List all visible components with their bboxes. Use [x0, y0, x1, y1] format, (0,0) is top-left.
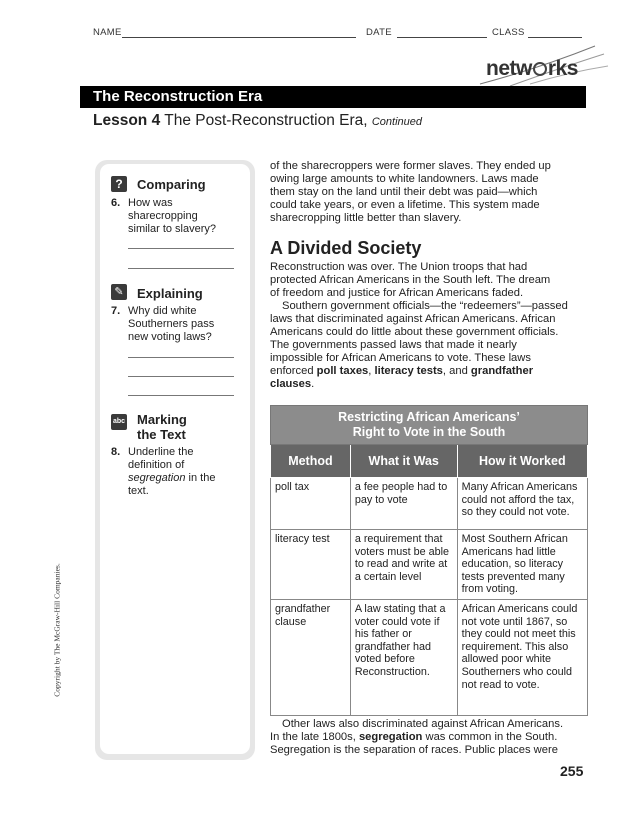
- name-line[interactable]: [122, 37, 356, 38]
- unit-title: The Reconstruction Era: [93, 88, 263, 105]
- answer-line[interactable]: [128, 357, 234, 358]
- page-number: 255: [560, 763, 584, 779]
- intro-paragraph: of the sharecroppers were former slaves. They ended up owing large amounts to white landowners. Laws made them stay on the land until their debt was paid—which could take years, or even a lifetime. This system made sharecropping little better than slavery.: [270, 160, 551, 224]
- question-7: Why did white Southerners pass new voting laws?: [128, 305, 215, 343]
- table-caption: Restricting African Americans’ Right to Vote in the South: [271, 406, 588, 445]
- answer-line[interactable]: [128, 268, 234, 269]
- question-6: How was sharecropping similar to slavery?: [128, 197, 217, 235]
- column-header-method: Method: [271, 445, 351, 478]
- table-cell: A law stating that a voter could vote if his father or grandfather had voted before Reconstruction.: [350, 599, 457, 715]
- term-literacy-tests: literacy tests: [374, 365, 443, 377]
- class-label: CLASS: [492, 27, 525, 38]
- table-row: [271, 530, 588, 600]
- table-row: [271, 478, 588, 530]
- table-cell: Many African Americans could not afford the tax, so they could not vote.: [457, 478, 587, 530]
- term-grandfather-clauses: grandfather: [470, 365, 534, 377]
- answer-line[interactable]: [128, 376, 234, 377]
- question-icon: ?: [111, 176, 127, 192]
- table-cell: grandfather clause: [271, 599, 351, 715]
- section-heading: A Divided Society: [270, 238, 422, 258]
- paragraph-3: Other laws also discriminated against African Americans. In the late 1800s, segregation was common in the South. Segregation is the separation of races. Public places were: [270, 718, 564, 756]
- networks-logo: netw rks: [486, 57, 578, 80]
- term-segregation: segregation: [358, 731, 423, 743]
- table-row: [271, 599, 588, 715]
- column-header-how: How it Worked: [457, 445, 587, 478]
- pencil-icon: ✎: [111, 284, 127, 300]
- table-cell: a requirement that voters must be able to read and write at a certain level: [350, 530, 457, 600]
- table-cell: Most Southern African Americans had little education, so literacy tests prevented many from voting.: [457, 530, 587, 600]
- paragraph-2: Southern government officials—the “redeemers”—passed laws that discriminated against African Americans. African Americans could do little about these government officials. The governments passed laws that made it nearly impossible for African Americans to vote. These laws enforced poll taxes, literacy tests, and grandfather clauses.: [270, 300, 568, 390]
- question-8: Underline the definition of segregation in the text.: [128, 446, 216, 497]
- answer-line[interactable]: [128, 395, 234, 396]
- answer-line[interactable]: [128, 248, 234, 249]
- comparing-heading: Comparing: [137, 177, 206, 192]
- table-cell: literacy test: [271, 530, 351, 600]
- lesson-title: Lesson 4 The Post-Reconstruction Era, Continued: [93, 112, 423, 129]
- voting-restrictions-table: [270, 405, 588, 716]
- explaining-heading: Explaining: [137, 286, 203, 301]
- copyright-notice: Copyright by The McGraw-Hill Companies.: [52, 563, 62, 697]
- column-header-what: What it Was: [350, 445, 457, 478]
- globe-icon: [533, 62, 547, 76]
- marking-heading: Marking the Text: [137, 412, 187, 442]
- name-label: NAME: [93, 27, 122, 38]
- marking-text-icon: abc: [111, 414, 127, 430]
- table-cell: a fee people had to pay to vote: [350, 478, 457, 530]
- table-cell: poll tax: [271, 478, 351, 530]
- date-label: DATE: [366, 27, 392, 38]
- term-poll-taxes: poll taxes: [316, 365, 369, 377]
- paragraph-1: Reconstruction was over. The Union troops that had protected African Americans in the South left. The dream of freedom and justice for African Americans faded.: [270, 261, 551, 299]
- table-cell: African Americans could not vote until 1867, so they could not meet this requirement. This also allowed poor white Southerners who could not read to vote.: [457, 599, 587, 715]
